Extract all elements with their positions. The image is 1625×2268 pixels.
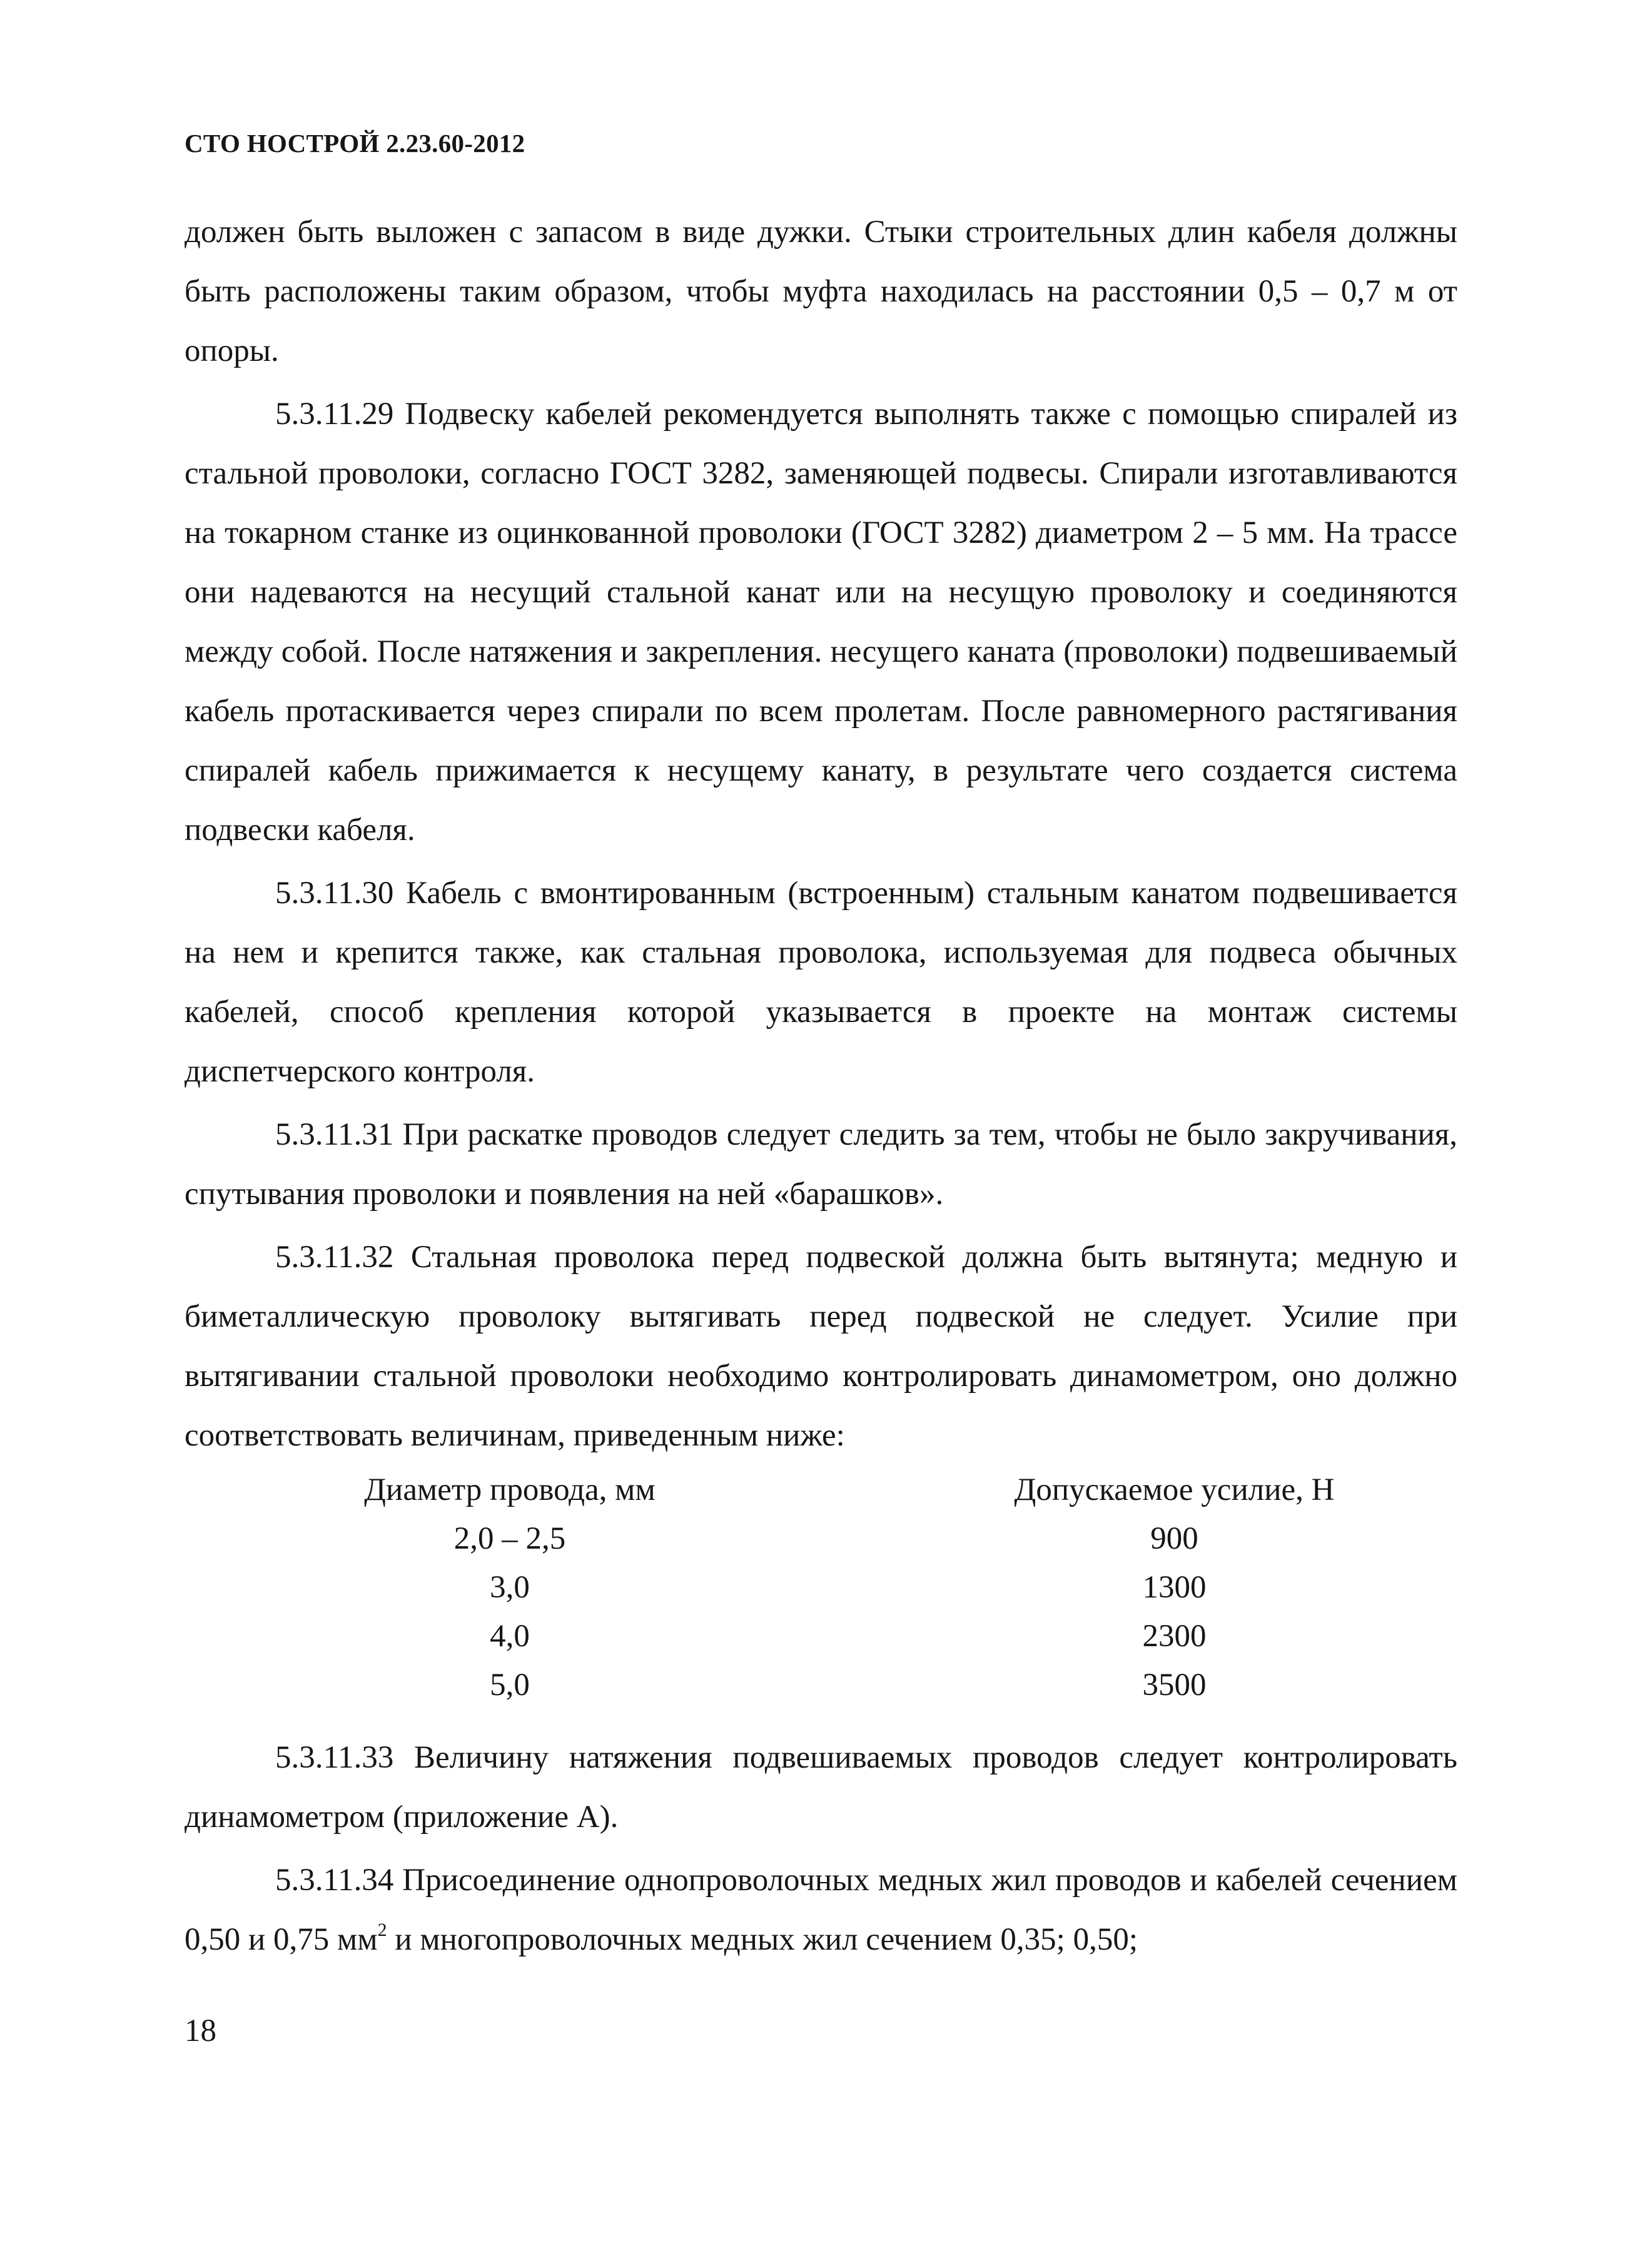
table-cell-diameter: 3,0 (490, 1570, 530, 1605)
paragraph-5-3-11-34 (185, 1851, 1457, 1970)
table-cell-force: 1300 (1142, 1570, 1207, 1605)
paragraph-5-3-11-29: 5.3.11.29 Подвеску кабелей рекомендуется выполнять также с помощью спиралей из стальной проволоки, согласно ГОСТ 3282, заменяющей подвесы. Спирали изготавливаются на токарном станке из оцинкованной проволоки (ГОСТ 3282) диаметром 2 – 5 мм. На трассе они надеваются на несущий стальной канат или на несущую проволоку и соединяются между собой. После натяжения и закрепления. несущего каната (проволоки) подвешиваемый кабель протаскивается через спирали по всем пролетам. После равномерного растягивания спиралей кабель прижимается к несущему канату, в результате чего создается система подвески кабеля. (185, 397, 1457, 848)
page-number: 18 (185, 2013, 216, 2048)
table-row (185, 1514, 1457, 1563)
document-body (185, 203, 1457, 1973)
paragraph-5-3-11-32: 5.3.11.32 Стальная проволока перед подвеской должна быть вытянута; медную и биметаллическую проволоку вытягивать перед подвеской не следует. Усилие при вытягивании стальной проволоки необходимо контролировать динамометром, оно должно соответствовать величинам, приведенным ниже: (185, 1240, 1457, 1453)
paragraph-5-3-11-31: 5.3.11.31 При раскатке проводов следует следить за тем, чтобы не было закручивания, спутывания проволоки и появления на ней «барашков». (185, 1117, 1457, 1212)
table-header-force: Допускаемое усилие, Н (1014, 1472, 1335, 1507)
table-header-diameter: Диаметр провода, мм (364, 1472, 656, 1507)
table-cell-diameter: 4,0 (490, 1619, 530, 1654)
table-cell-force: 900 (1150, 1521, 1198, 1556)
paragraph-text-part: и многопроволочных медных жил сечением 0,35; 0,50; (387, 1922, 1138, 1957)
paragraph-5-3-11-30: 5.3.11.30 Кабель с вмонтированным (встроенным) стальным канатом подвешивается на нем и крепится также, как стальная проволока, используемая для подвеса обычных кабелей, способ крепления которой указывается в проекте на монтаж системы диспетчерского контроля. (185, 876, 1457, 1089)
table-row (185, 1612, 1457, 1661)
table-row (185, 1661, 1457, 1709)
table-cell-force: 3500 (1142, 1668, 1207, 1703)
table-cell-force: 2300 (1142, 1619, 1207, 1654)
paragraph-continuation: должен быть выложен с запасом в виде дужки. Стыки строительных длин кабеля должны быть расположены таким образом, чтобы муфта находилась на расстоянии 0,5 – 0,7 м от опоры. (185, 215, 1457, 368)
paragraph-text-part: 5.3.11.34 Присоединение однопроволочных медных жил проводов и кабелей сечением 0,50 и 0,75 мм (185, 1863, 1457, 1957)
table-row (185, 1563, 1457, 1612)
table-cell-diameter: 2,0 – 2,5 (453, 1521, 566, 1556)
paragraph-5-3-11-33: 5.3.11.33 Величину натяжения подвешиваемых проводов следует контролировать динамометром (приложение А). (185, 1740, 1457, 1835)
superscript-exponent: 2 (377, 1920, 387, 1940)
table-header-row (185, 1466, 1457, 1514)
wire-force-table (185, 1466, 1457, 1709)
table-cell-diameter: 5,0 (490, 1668, 530, 1703)
document-header: СТО НОСТРОЙ 2.23.60-2012 (185, 129, 525, 158)
